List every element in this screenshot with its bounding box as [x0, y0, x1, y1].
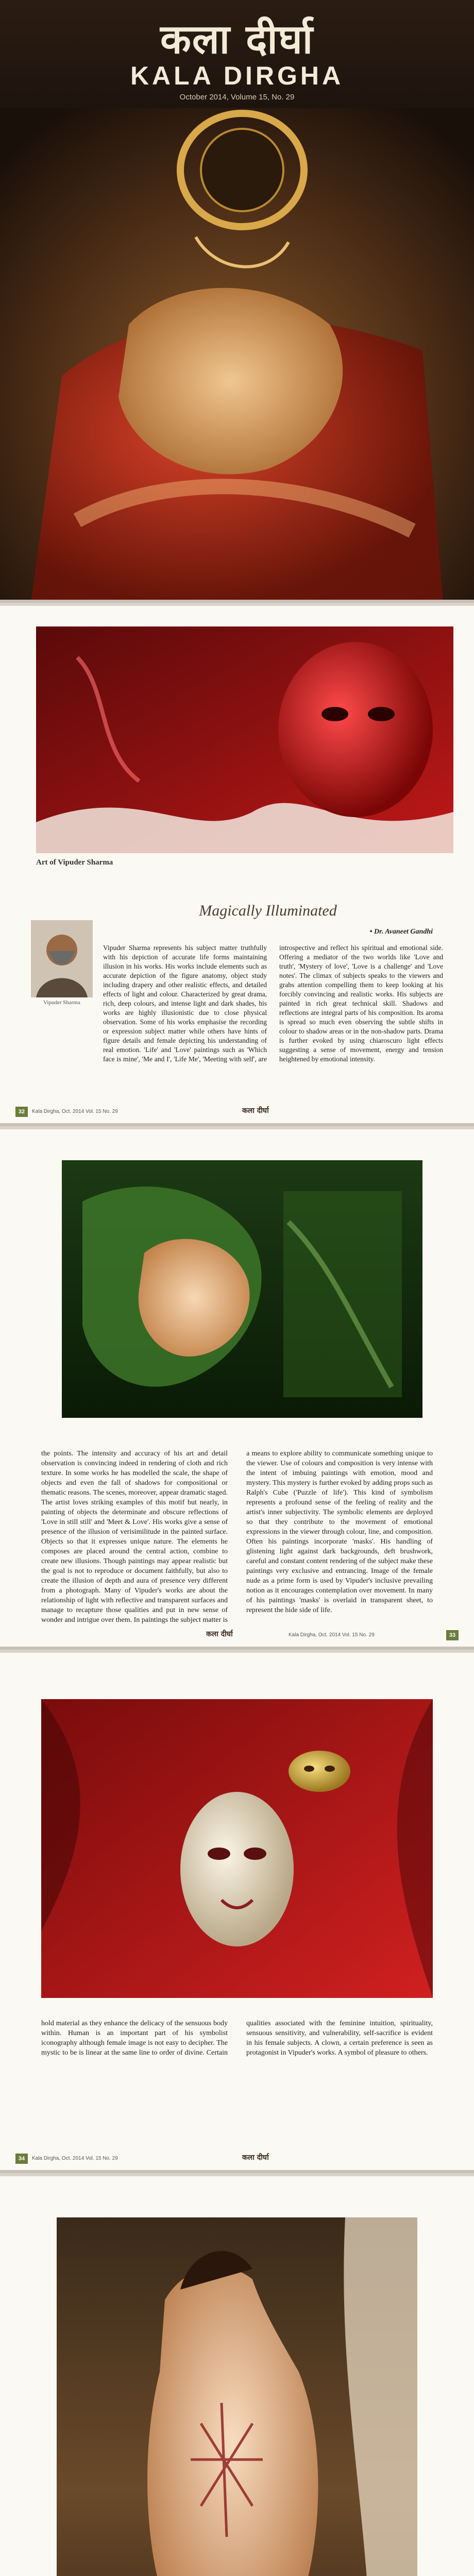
footer-text: Kala Dirgha, Oct. 2014 Vol. 15 No. 29	[32, 2156, 118, 2161]
masthead	[0, 0, 474, 108]
painting-caption: Art of Vipuder Sharma	[36, 858, 113, 867]
page-number: 32	[15, 1107, 28, 1117]
full-page-painting	[0, 2176, 474, 2576]
footer-logo: कला दीर्घा	[242, 1107, 269, 1115]
artist-photo	[31, 920, 93, 997]
issue-line: October 2014, Volume 15, No. 29	[179, 93, 295, 101]
painting-green-drapery	[62, 1160, 422, 1418]
article-page-3	[0, 1653, 474, 2173]
artist-photo-caption: Vipuder Sharma	[43, 999, 80, 1006]
painting-masks-on-red	[41, 1699, 433, 1998]
article-page-1	[0, 606, 474, 1126]
article-body-1: Vipuder Sharma represents his subject matter truthfully with his depiction of accurate life forms maintaining illusion in his works. His works include elements such as accurate depiction of the figure anatomy, object study including drapery and other realistic effects, and detailed effects of light and colour. Characterized by great drama, rich, deep colours, and intense light and dark shades, his works are highly illusionistic due to close physical observation. Some of his works emphasise the recording or expression subject matter while others have hints of figure details and female depicting his understanding of real emotion. 'Life' and 'Love' paintings such as 'Which face is mine', 'Me and I', 'Life Me', 'Meeting with self', are introspective and reflect his spiritual and emotional side. Offering a mediator of the two worlds like 'Love and truth', 'Mystery of love', 'Love is a challenge' and 'Love notes'. The climax of subjects speaks to the viewers and grabs attention compelling them to keep looking at his forcibly convincing and realistic works. His subjects are painted in rich great technical skill. Shadows and reflections are integral parts of his composition. Its aroma is spread so much even observing the subtle shifts in colour to shadow areas or in the non-shadow parts. Drama is further evoked by using chiaroscuro light effects suggesting a sense of movement, energy and tension heightened by emotional intensity.	[103, 944, 443, 1063]
article-body-2: the points. The intensity and accuracy of his art and detail observation is convincing indeed in rendering of cloth and rich texture. In some works he has modelled the scale, the shape of objects and even the fall of shadows for compositional or thematic reasons. The scenes, moreover, appear dramatic staged. The artist loves striking examples of this motif but nearly, in painting of objects the determinate and obscure reflections of 'Love in still still' and 'Meet & Love'. His works give a sense of presence of the illusion of verisimilitude in the painted surface. Objects so that it expresses unique nature. The elements he composes are placed around the central action, combine to create new illusions. Though paintings may appear realistic but the goal is not to reproduce or document faithfully, but also to create the illusion of depth and aura of presence very different from a photograph. Many of Vipuder's works are about the relationship of light with reflective and transparent surfaces and manage to recapture those qualities and put in new sense of wonder and intrigue over them. In paintings the subject matter is a means to explore ability to communicate something unique to the viewer. Use of colours and composition is very intense with the intent of imbuing paintings with emotion, mood and mystery. This mystery is further evoked by adding props such as Ralph's Cube ('Puzzle of life'). This kind of symbolism represents a profound sense of the feeling of reality and the artist's inner subjectivity. The symbolic elements are deployed so that they contribute to the movement of emotional expressions in the viewer through colour, line, and composition. Often his paintings incorporate 'masks'. His handling of glistening light against dark backgrounds, deft brushwork, careful and constant content rendering of the subject make these paintings very exclusive and entrancing. Image of the female nude as a prime form is used by Vipuder's inclusive prevailing notion as it encourages contemplation over movement. In many of his paintings 'masks' is overlaid in transparent sheet, to represent the hide side of life.	[41, 1450, 433, 1624]
painting-woman-back	[57, 2217, 417, 2576]
footer-logo: कला दीर्घा	[206, 1630, 233, 1638]
page-number: 34	[15, 2154, 28, 2164]
article-byline: • Dr. Avaneet Gandhi	[369, 928, 433, 936]
cover-painting	[0, 108, 474, 603]
painting-red-mask	[36, 626, 453, 853]
cover-page	[0, 0, 474, 603]
footer-text: Kala Dirgha, Oct. 2014 Vol. 15 No. 29	[289, 1632, 375, 1638]
page-footer	[0, 1629, 474, 1642]
page-footer	[0, 2153, 474, 2166]
article-body-3: hold material as they enhance the delicacy of the sensuous body within. Human is an important part of his symbolist iconography although female image is not easy to decipher. The mystic to be is linear at the same line to order of divine. Certain qualities associated with the feminine intuition, spirituality, sensuous sensitivity, and vulnerability, self-sacrifice is evident in his female subjects. A clown, a certain preference is seen as protagonist in Vipuder's works. A symbol of pleasure to others.	[41, 2020, 433, 2057]
magazine-title-english: KALA DIRGHA	[130, 61, 344, 90]
footer-text: Kala Dirgha, Oct. 2014 Vol. 15 No. 29	[32, 1109, 118, 1114]
page-number: 33	[446, 1630, 459, 1640]
footer-logo: कला दीर्घा	[242, 2154, 269, 2162]
article-title: Magically Illuminated	[199, 902, 337, 919]
page-footer	[0, 1106, 474, 1119]
magazine-title-hindi: कला दीर्घा	[160, 16, 314, 63]
article-page-2	[0, 1129, 474, 1650]
